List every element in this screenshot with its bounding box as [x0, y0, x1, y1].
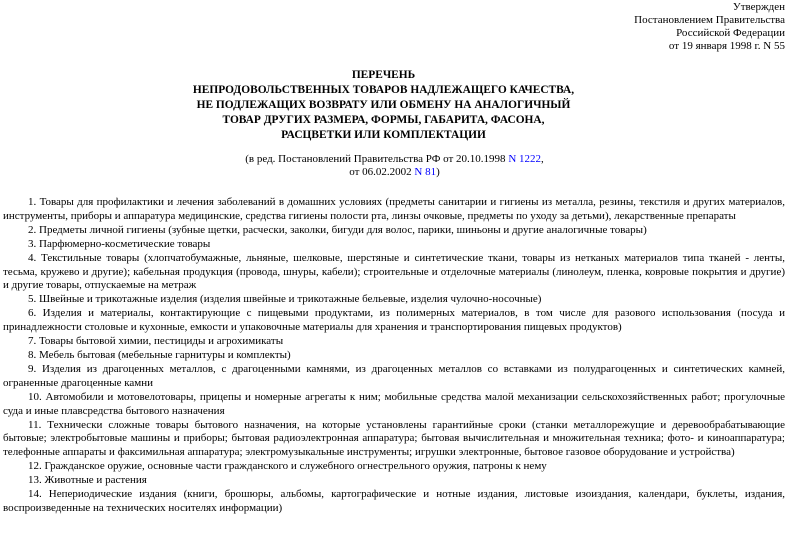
approval-line: Утвержден [732, 1, 785, 13]
list-item: 11. Технически сложные товары бытового назначения, на которые установлены гарантийные сроки (станки металлорежущие и деревообрабатывающие бытовые; электробытовые машины и приборы; бытовая радиоэлектронная аппаратура; бытовая вычислительная и множительная техника; фото- и киноаппаратура; телефонные аппараты и факсимильная аппаратура; электромузыкальные инструменты; игрушки электронные, бытовое газовое оборудование и устройства) [3, 418, 785, 459]
approval-date: от 19 января 1998 г. N 55 [668, 40, 785, 52]
list-item: 4. Текстильные товары (хлопчатобумажные, льняные, шелковые, шерстяные и синтетические ткани, товары из нетканых материалов типа тканей - ленты, тесьма, кружево и другие); кабельная продукция (провода, шнуры, кабели); строительные и отделочные материалы (линолеум, пленка, ковровые покрытия и другие) и другие товары, отпускаемые на метраж [3, 251, 785, 292]
revision-suffix: ) [436, 166, 440, 178]
revision-note [0, 153, 789, 179]
list-item: 7. Товары бытовой химии, пестициды и агрохимикаты [28, 335, 284, 348]
revision-line-1 [0, 153, 789, 166]
title-line: ТОВАР ДРУГИХ РАЗМЕРА, ФОРМЫ, ГАБАРИТА, ФАСОНА, [222, 114, 545, 126]
title-line: НЕ ПОДЛЕЖАЩИХ ВОЗВРАТУ ИЛИ ОБМЕНУ НА АНАЛОГИЧНЫЙ [196, 99, 571, 111]
approval-line: Российской Федерации [676, 27, 785, 39]
approval-block [555, 1, 785, 53]
list-item: 14. Непериодические издания (книги, брошюры, альбомы, картографические и нотные издания, листовые изоиздания, календари, буклеты, издания, воспроизведенные на технических носителях информации) [3, 488, 785, 514]
list-item: 5. Швейные и трикотажные изделия (изделия швейные и трикотажные бельевые, изделия чулочно-носочные) [28, 293, 542, 306]
document-title [0, 68, 767, 143]
list-item: 2. Предметы личной гигиены (зубные щетки, расчески, заколки, бигуди для волос, парики, шиньоны и другие аналогичные товары) [28, 223, 647, 236]
title-line: ПЕРЕЧЕНЬ [351, 69, 416, 81]
list-item: 6. Изделия и материалы, контактирующие с пищевыми продуктами, из полимерных материалов, в том числе для разового использования (посуда и принадлежности столовые и кухонные, емкости и упаковочные материалы для хранения и транспортирования пищевых продуктов) [3, 307, 785, 334]
title-line: РАСЦВЕТКИ ИЛИ КОМПЛЕКТАЦИИ [281, 129, 486, 141]
list-item: 9. Изделия из драгоценных металлов, с драгоценными камнями, из драгоценных металлов со вставками из полудрагоценных и синтетических камней, ограненные драгоценные камни [3, 362, 785, 389]
approval-line: Постановлением Правительства [634, 14, 785, 26]
revision-link-1222[interactable]: N 1222 [508, 153, 542, 165]
list-item: 3. Парфюмерно-косметические товары [28, 237, 211, 250]
list-item: 1. Товары для профилактики и лечения заболеваний в домашних условиях (предметы санитарии и гигиены из металла, резины, текстиля и других материалов, инструменты, приборы и аппаратура медицинские, средства гигиены полости рта, линзы очковые, предметы по уходу за детьми), лекарственные препараты [3, 196, 785, 222]
list-item: 10. Автомобили и мотовелотовары, прицепы и номерные агрегаты к ним; мобильные средства малой механизации сельскохозяйственных работ; прогулочные суда и иные плавсредства бытового назначения [3, 390, 785, 417]
title-line: НЕПРОДОВОЛЬСТВЕННЫХ ТОВАРОВ НАДЛЕЖАЩЕГО КАЧЕСТВА, [192, 84, 575, 96]
goods-list [3, 196, 785, 516]
list-item: 8. Мебель бытовая (мебельные гарнитуры и комплекты) [28, 348, 291, 361]
revision-prefix-2: от 06.02.2002 [349, 166, 415, 178]
revision-link-81[interactable]: N 81 [414, 166, 437, 178]
revision-prefix: (в ред. Постановлений Правительства РФ от 20.10.1998 [245, 153, 509, 165]
list-item: 13. Животные и растения [28, 474, 147, 487]
revision-line-2 [0, 166, 789, 179]
list-item: 12. Гражданское оружие, основные части гражданского и служебного огнестрельного оружия, патроны к нему [28, 460, 547, 473]
revision-separator: , [541, 153, 544, 165]
